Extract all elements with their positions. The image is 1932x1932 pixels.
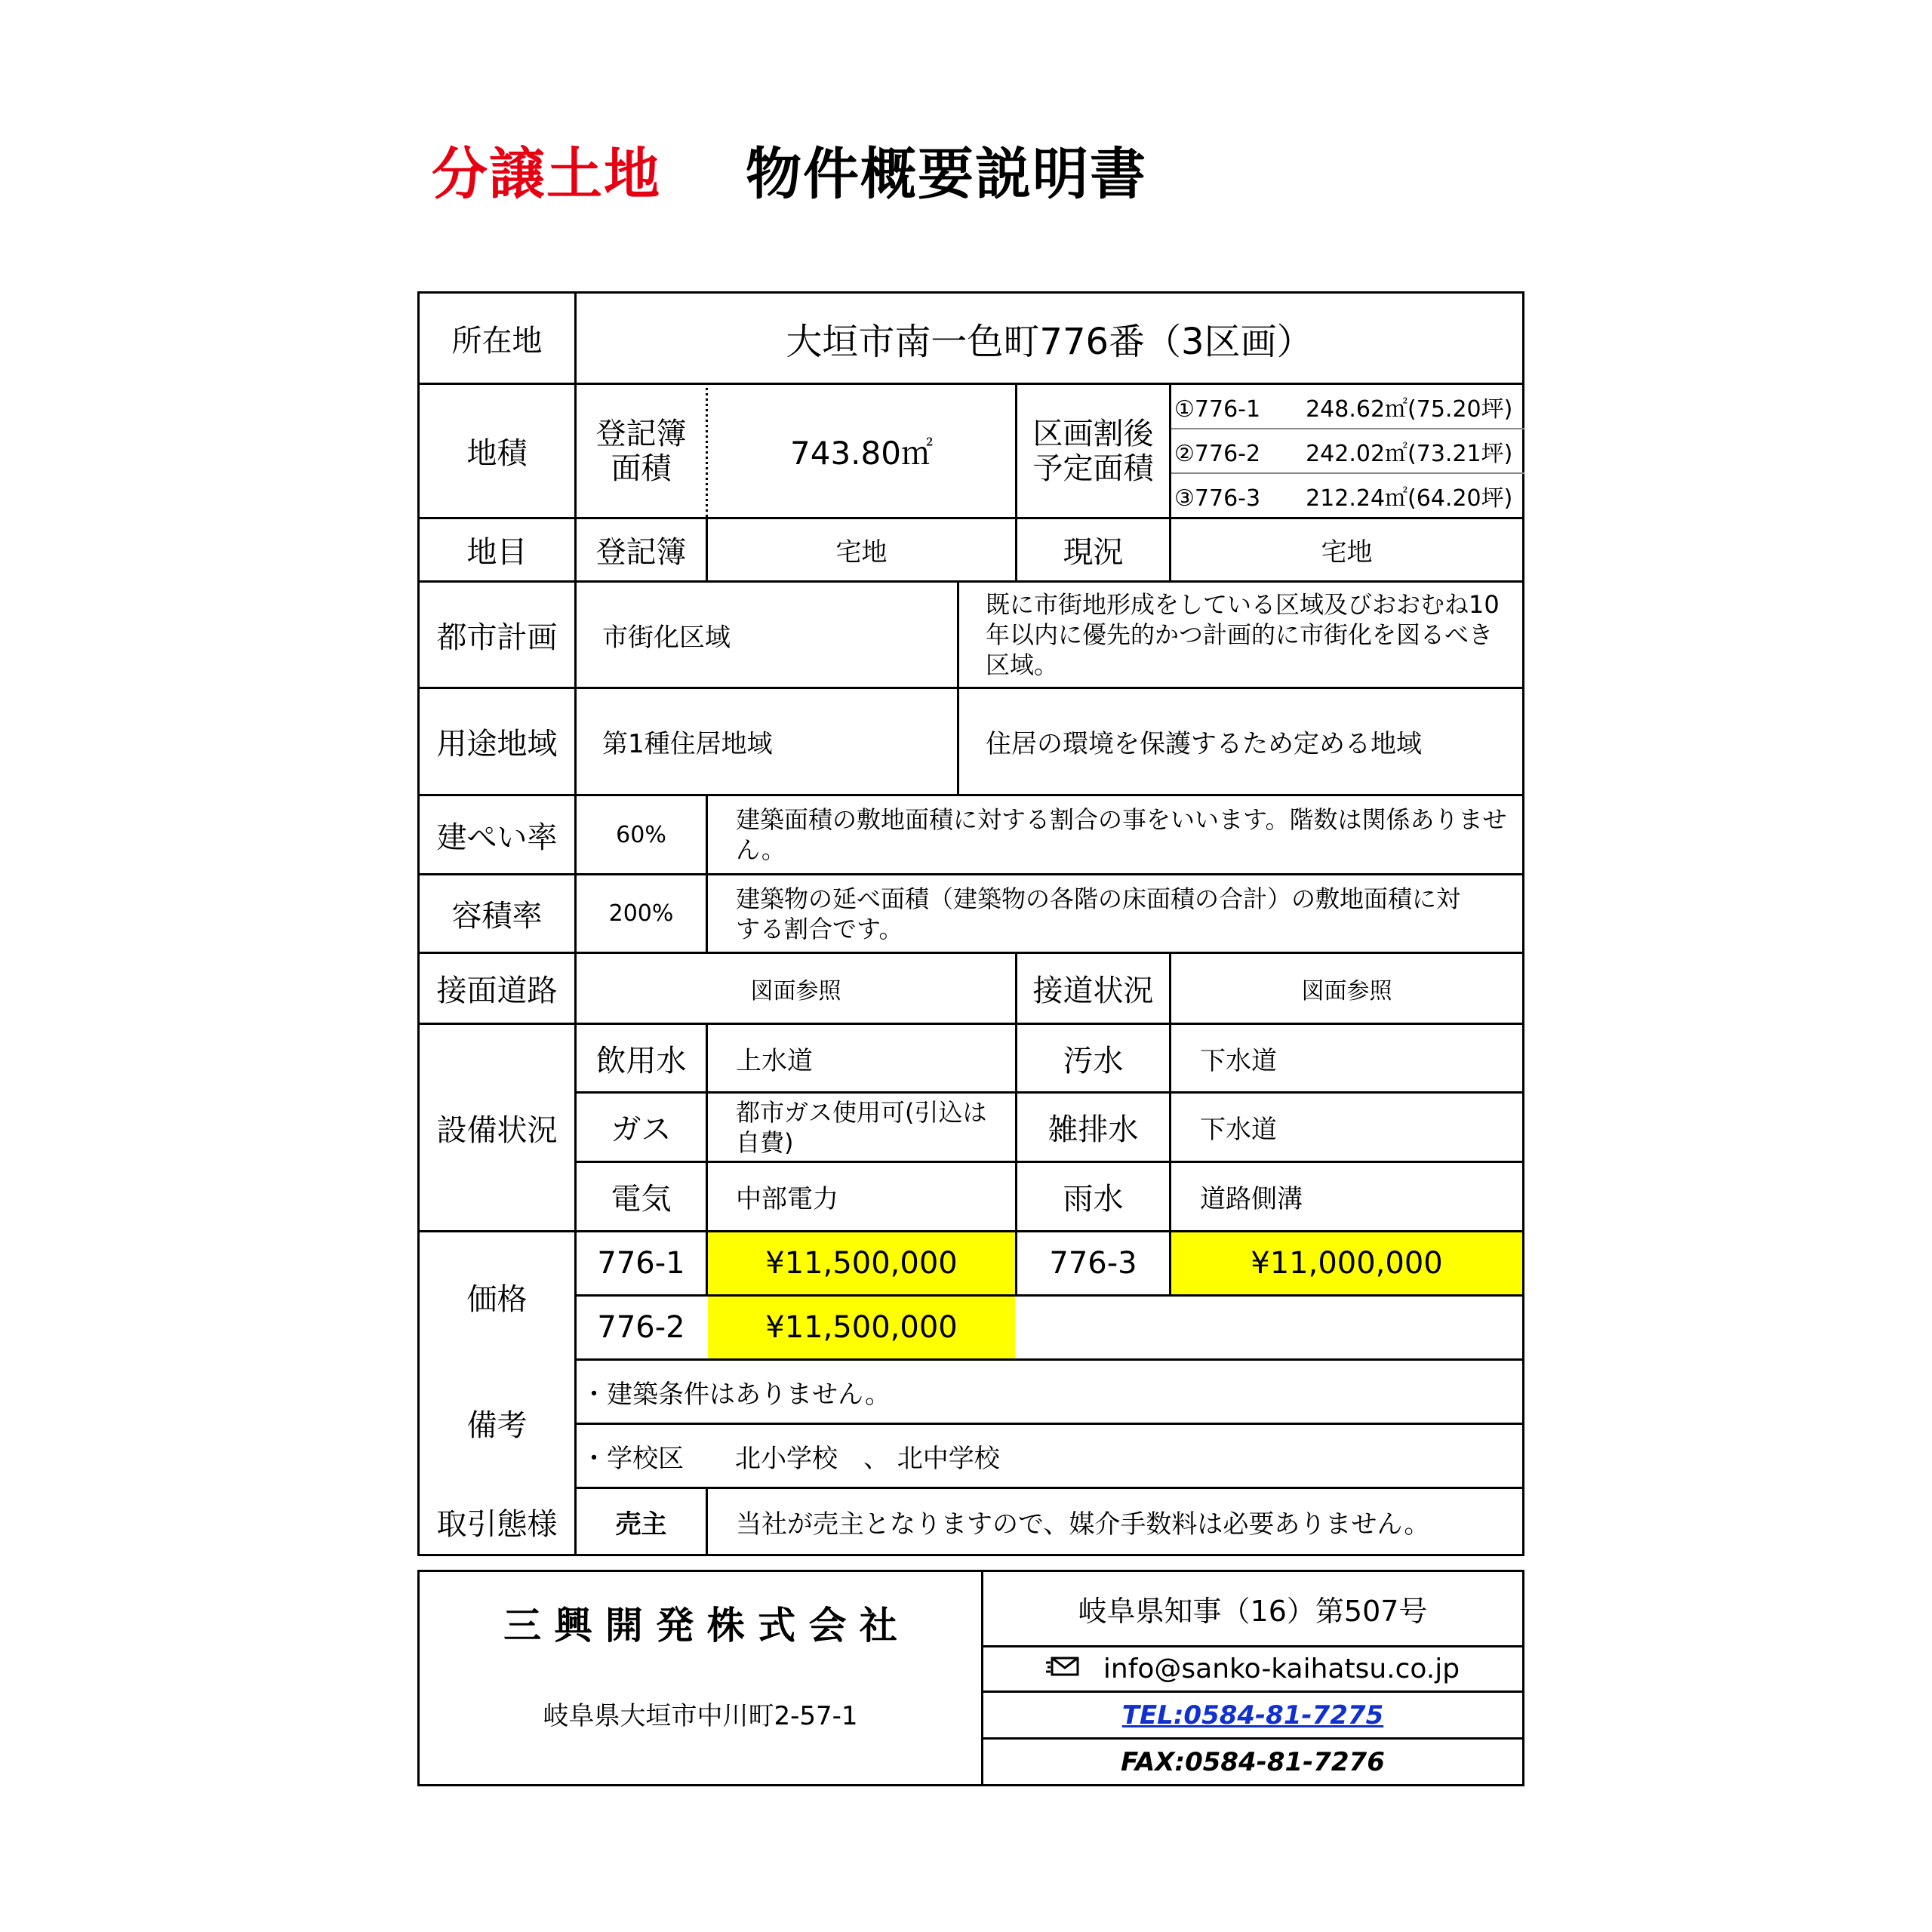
company-fax: FAX:0584-81-7276 [1121, 1746, 1385, 1777]
sewage-label: 汚水 [1063, 1043, 1124, 1078]
registry-area-value: 743.80㎡ [790, 434, 933, 472]
notes-line-2: ・学校区 北小学校 、 北中学校 [581, 1443, 1000, 1474]
lot-1-label: 776-1 [597, 1246, 685, 1281]
lot-3-price: ¥11,000,000 [1171, 1232, 1522, 1294]
company-tel-link[interactable]: TEL:0584-81-7275 [1121, 1700, 1384, 1730]
facilities-label: 設備状況 [436, 1112, 558, 1148]
city-plan-value: 市街化区域 [602, 622, 731, 653]
company-license: 岐阜県知事（16）第507号 [1078, 1595, 1428, 1628]
road-label: 接面道路 [436, 974, 558, 1008]
far-label: 容積率 [451, 899, 543, 934]
title-red: 分譲土地 [432, 142, 661, 207]
water-value: 上水道 [736, 1045, 813, 1076]
company-email-row[interactable] [983, 1647, 1522, 1690]
lot-area-1: ①776-1 248.62㎡(75.20坪) [1174, 395, 1513, 423]
far-value: 200% [608, 900, 674, 927]
coverage-value: 60% [616, 821, 666, 848]
zoning-label: 用途地域 [436, 727, 558, 761]
company-address: 岐阜県大垣市中川町2-57-1 [543, 1700, 858, 1731]
far-desc: 建築物の延べ面積（建築物の各階の床面積の合計）の敷地面積に対する割合です。 [736, 884, 1461, 943]
zoning-value: 第1種住居地域 [602, 729, 773, 759]
notes-label: 備考 [466, 1407, 528, 1443]
electricity-label: 電気 [611, 1182, 672, 1217]
land-registry-label: 登記簿 [595, 535, 687, 570]
city-plan-desc: 既に市街地形成をしている区域及びおおむね10年以内に優先的かつ計画的に市街化を図るべき区域。 [986, 590, 1500, 679]
lot-3-label: 776-3 [1049, 1246, 1137, 1281]
location-label: 所在地 [451, 323, 543, 358]
road-status-value: 図面参照 [1301, 977, 1392, 1004]
coverage-desc: 建築面積の敷地面積に対する割合の事をいいます。階数は関係ありません。 [736, 805, 1507, 864]
deal-type: 売主 [615, 1509, 667, 1540]
electricity-value: 中部電力 [736, 1184, 838, 1214]
gas-value: 都市ガス使用可(引込は自費) [736, 1097, 987, 1157]
gas-label: ガス [611, 1112, 672, 1147]
page-title [432, 130, 1147, 210]
registry-area-label: 登記簿 面積 [595, 416, 687, 486]
price-label: 価格 [466, 1281, 528, 1317]
location-value: 大垣市南一色町776番（3区画） [786, 320, 1313, 363]
rainwater-value: 道路側溝 [1200, 1184, 1303, 1214]
company-email[interactable]: info@sanko-kaihatsu.co.jp [1103, 1654, 1460, 1684]
notes-line-1: ・建築条件はありません。 [581, 1379, 891, 1410]
land-current-value: 宅地 [1321, 537, 1373, 568]
land-category-label: 地目 [466, 535, 528, 570]
land-current-label: 現況 [1063, 535, 1124, 570]
lot-2-label: 776-2 [597, 1310, 685, 1345]
lot-2-price: ¥11,500,000 [708, 1297, 1015, 1358]
company-name: 三 興 開 発 株 式 会 社 [503, 1604, 897, 1647]
deal-label: 取引態様 [436, 1506, 558, 1542]
lot-1-price: ¥11,500,000 [708, 1232, 1015, 1294]
lot-area-2: ②776-2 242.02㎡(73.21坪) [1174, 440, 1513, 467]
road-status-label: 接道状況 [1032, 974, 1154, 1008]
water-label: 飲用水 [595, 1043, 687, 1078]
zoning-desc: 住居の環境を保護するため定める地域 [986, 729, 1422, 759]
rainwater-label: 雨水 [1063, 1182, 1124, 1217]
road-value: 図面参照 [750, 977, 841, 1004]
drain-value: 下水道 [1200, 1115, 1277, 1145]
planned-area-label: 区画割後 予定面積 [1032, 416, 1154, 486]
land-registry-value: 宅地 [835, 537, 888, 568]
mail-icon [1046, 1654, 1081, 1684]
lot-area-3: ③776-3 212.24㎡(64.20坪) [1174, 485, 1513, 512]
title-main: 物件概要説明書 [746, 142, 1147, 207]
drain-label: 雑排水 [1048, 1112, 1139, 1147]
coverage-label: 建ぺい率 [436, 820, 558, 855]
sewage-value: 下水道 [1200, 1045, 1277, 1076]
city-plan-label: 都市計画 [436, 620, 558, 655]
deal-desc: 当社が売主となりますので、媒介手数料は必要ありません。 [736, 1509, 1430, 1540]
area-label: 地積 [466, 436, 528, 471]
